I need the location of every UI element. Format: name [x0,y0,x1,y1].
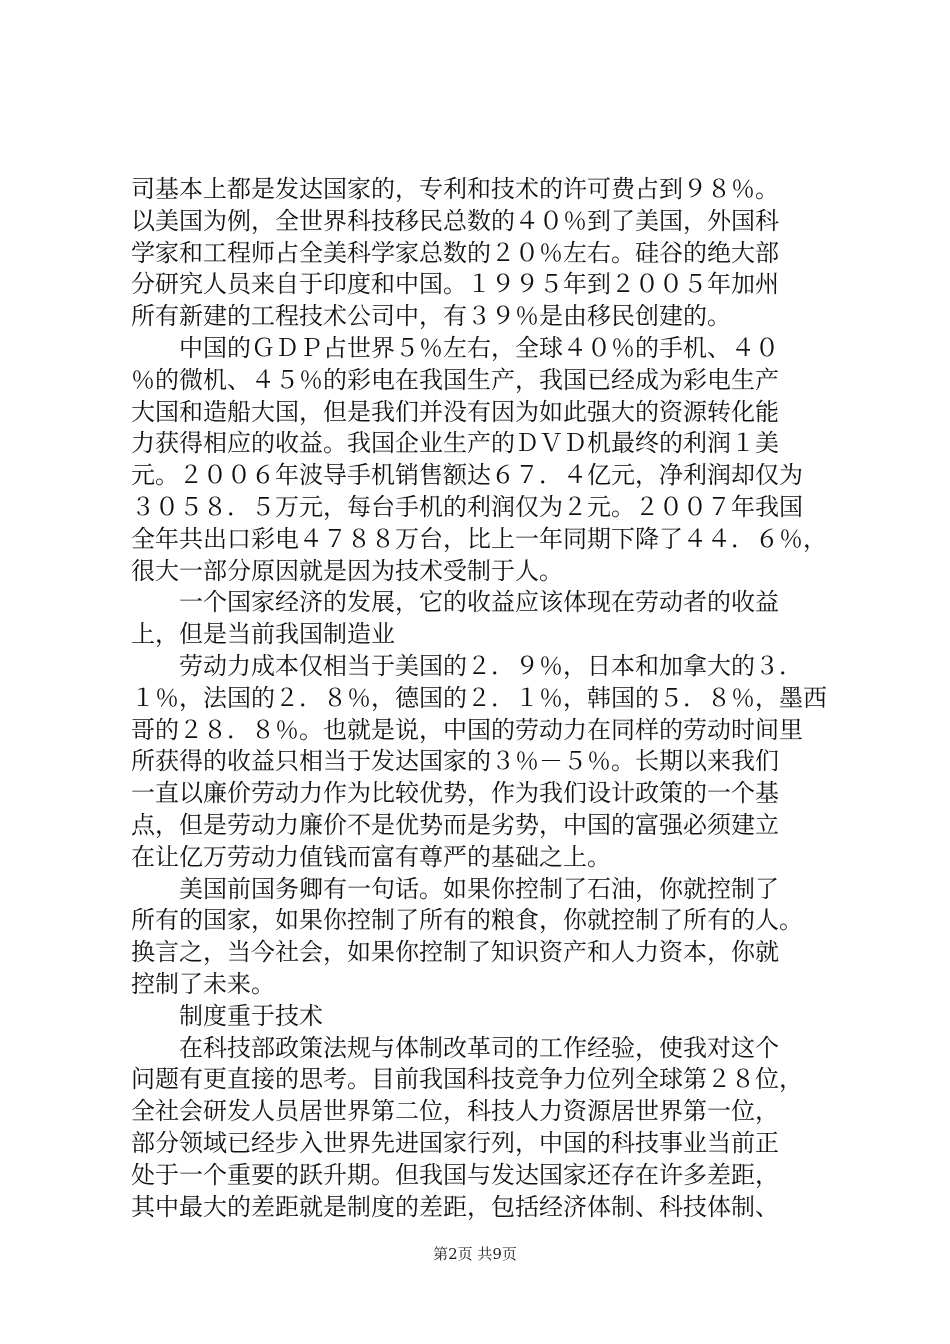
text-line: 所获得的收益只相当于发达国家的３％－５％。长期以来我们 [131,747,779,776]
text-line: 一个国家经济的发展，它的收益应该体现在劳动者的收益 [131,588,779,617]
text-line: 上，但是当前我国制造业 [131,620,395,649]
page-footer: 第2页 共9页 [433,1245,517,1263]
text-line: 元。２００６年波导手机销售额达６７．４亿元，净利润却仅为 [131,461,803,490]
text-line: 哥的２８．８％。也就是说，中国的劳动力在同样的劳动时间里 [131,715,803,744]
text-line: 所有新建的工程技术公司中，有３９％是由移民创建的。 [131,302,731,331]
text-line: ％的微机、４５％的彩电在我国生产，我国已经成为彩电生产 [131,365,779,394]
text-line: 大国和造船大国，但是我们并没有因为如此强大的资源转化能 [131,397,779,426]
text-line: １％，法国的２．８％，德国的２．１％，韩国的５．８％，墨西 [131,683,827,712]
text-line: 劳动力成本仅相当于美国的２．９％，日本和加拿大的３． [131,651,803,680]
text-line: 美国前国务卿有一句话。如果你控制了石油，你就控制了 [131,874,779,903]
text-line: 一直以廉价劳动力作为比较优势，作为我们设计政策的一个基 [131,779,779,808]
text-line: 问题有更直接的思考。目前我国科技竞争力位列全球第２８位， [131,1065,803,1094]
text-line: 全社会研发人员居世界第二位，科技人力资源居世界第一位， [131,1097,779,1126]
text-line: 学家和工程师占全美科学家总数的２０％左右。硅谷的绝大部 [131,238,779,267]
text-line: 很大一部分原因就是因为技术受制于人。 [131,556,563,585]
text-line: 在科技部政策法规与体制改革司的工作经验，使我对这个 [131,1033,779,1062]
text-line: 处于一个重要的跃升期。但我国与发达国家还存在许多差距， [131,1160,779,1189]
text-line: 以美国为例，全世界科技移民总数的４０％到了美国，外国科 [131,206,779,235]
text-line: 换言之，当今社会，如果你控制了知识资产和人力资本，你就 [131,938,779,967]
text-line: 司基本上都是发达国家的，专利和技术的许可费占到９８％。 [131,175,779,203]
text-line: 力获得相应的收益。我国企业生产的ＤＶＤ机最终的利润１美 [131,429,779,458]
text-line: 所有的国家，如果你控制了所有的粮食，你就控制了所有的人。 [131,906,803,935]
text-line: 制度重于技术 [131,1001,323,1030]
text-line: 点，但是劳动力廉价不是优势而是劣势，中国的富强必须建立 [131,810,779,839]
text-line: 控制了未来。 [131,969,275,998]
text-line: 分研究人员来自于印度和中国。１９９５年到２００５年加州 [131,270,779,299]
text-line: 全年共出口彩电４７８８万台，比上一年同期下降了４４．６％， [131,524,827,553]
text-line: ３０５８．５万元，每台手机的利润仅为２元。２００７年我国 [131,492,803,521]
text-line: 在让亿万劳动力值钱而富有尊严的基础之上。 [131,842,611,871]
text-line: 其中最大的差距就是制度的差距，包括经济体制、科技体制、 [131,1192,779,1221]
body-text [131,174,831,1223]
text-line: 部分领域已经步入世界先进国家行列，中国的科技事业当前正 [131,1128,779,1157]
text-line: 中国的ＧＤＰ占世界５％左右，全球４０％的手机、４０ [131,333,779,362]
